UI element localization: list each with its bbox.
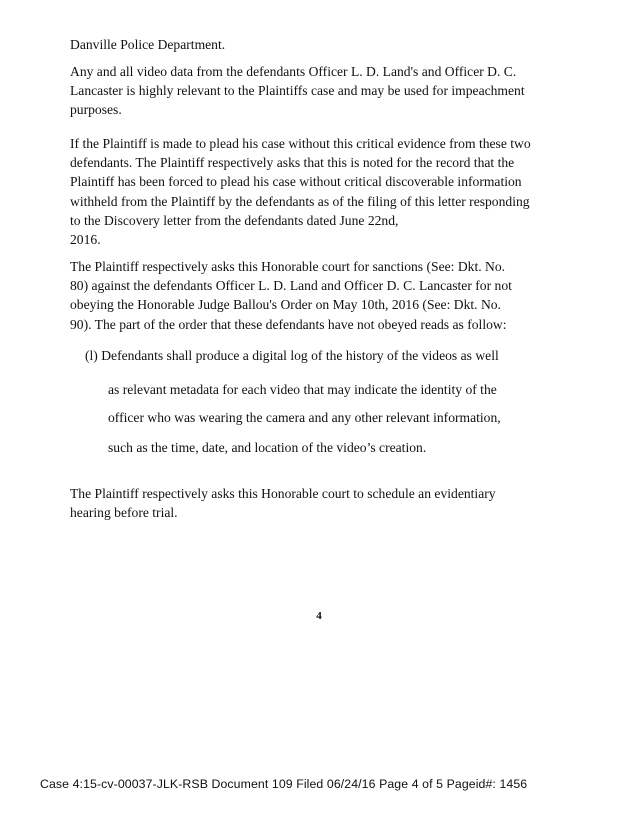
text-line: withheld from the Plaintiff by the defendants as of the filing of this letter responding <box>70 193 530 209</box>
text-line: Any and all video data from the defendants Officer L. D. Land's and Officer D. C. <box>70 64 517 79</box>
case-footer: Case 4:15-cv-00037-JLK-RSB Document 109 Filed 06/24/16 Page 4 of 5 Pageid#: 1456 <box>40 777 528 791</box>
text-line: Danville Police Department. <box>70 37 226 52</box>
text-line: Plaintiff has been forced to plead his case without critical discoverable information <box>70 174 522 190</box>
paragraph-0 <box>70 35 570 54</box>
text-line: 90). The part of the order that these defendants have not obeyed reads as follow: <box>70 316 507 332</box>
text-line: to the Discovery letter from the defendants dated June 22nd, <box>70 212 399 228</box>
text-line: The Plaintiff respectively asks this Honorable court for sanctions (See: Dkt. No. <box>70 259 506 274</box>
paragraph-4 <box>70 484 570 522</box>
text-line: hearing before trial. <box>70 505 178 521</box>
text-line: 80) against the defendants Officer L. D. Land and Officer D. C. Lancaster for not <box>70 278 512 294</box>
text-line: defendants. The Plaintiff respectively asks that this is noted for the record that the <box>70 155 515 171</box>
quote-line: such as the time, date, and location of the video’s creation. <box>108 440 427 455</box>
quote-line: (l) Defendants shall produce a digital log of the history of the videos as well <box>85 348 499 363</box>
text-line: If the Plaintiff is made to plead his case without this critical evidence from these two <box>70 136 531 151</box>
paragraph-2 <box>70 134 570 249</box>
page-number: 4 <box>316 610 322 622</box>
quote-line: officer who was wearing the camera and any other relevant information, <box>108 410 501 425</box>
text-line: obeying the Honorable Judge Ballou's Order on May 10th, 2016 (See: Dkt. No. <box>70 297 501 313</box>
text-line: Lancaster is highly relevant to the Plaintiffs case and may be used for impeachment <box>70 83 525 99</box>
text-line: The Plaintiff respectively asks this Honorable court to schedule an evidentiary <box>70 486 496 501</box>
paragraph-3 <box>70 257 570 334</box>
text-line: 2016. <box>70 232 101 248</box>
paragraph-1 <box>70 62 570 120</box>
quote-line: as relevant metadata for each video that may indicate the identity of the <box>108 382 497 397</box>
text-line: purposes. <box>70 102 122 118</box>
